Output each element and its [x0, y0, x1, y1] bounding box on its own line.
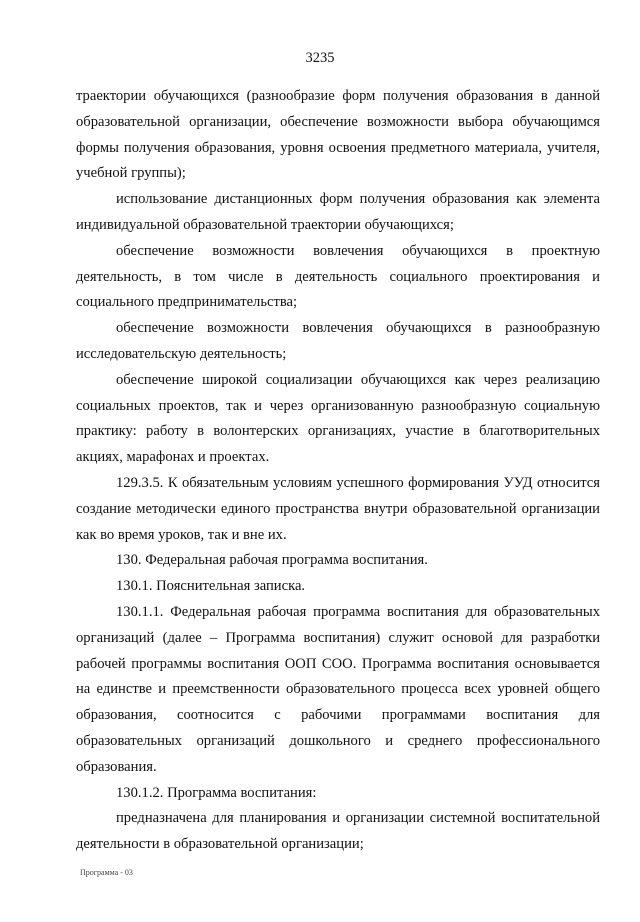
page-number: 3235 [305, 50, 335, 66]
section-heading-130: 130. Федеральная рабочая программа воспитания. [116, 552, 428, 569]
paragraph-4: обеспечение возможности вовлечения обучающихся в разнообразную исследовательскую деятельность; [76, 320, 600, 362]
paragraph-1: траектории обучающихся (разнообразие форм получения образования в данной образовательной организации, обеспечение возможности выбора обучающимся формы получения образования, уровня освоения предметного материала, учителя, учебной группы); [76, 88, 600, 182]
subsection-heading-130-1: 130.1. Пояснительная записка. [116, 578, 306, 595]
paragraph-2: использование дистанционных форм получения образования как элемента индивидуальной образовательной траектории обучающихся; [76, 191, 600, 233]
paragraph-130-1-2: 130.1.2. Программа воспитания: [116, 784, 317, 801]
paragraph-5: обеспечение широкой социализации обучающихся как через реализацию социальных проектов, так и через организованную разнообразную социальную практику: работу в волонтерских организациях, участие в благотворительных акциях, марафонах и проектах. [76, 371, 600, 466]
body-text [76, 84, 600, 858]
paragraph-130-1-1: 130.1.1. Федеральная рабочая программа воспитания для образовательных организаций (далее – Программа воспитания) служит основой для разработки рабочей программы воспитания ООП СОО. Программа воспитания основывается на единстве и преемственности образовательного процесса всех уровней общего образования, соотносится с рабочими программами воспитания для образовательных организаций дошкольного и среднего профессионального образования. [76, 603, 600, 775]
paragraph-last: предназначена для планирования и организации системной воспитательной деятельности в образовательной организации; [76, 810, 600, 853]
footer-note: Программа - 03 [80, 868, 133, 877]
paragraph-3: обеспечение возможности вовлечения обучающихся в проектную деятельность, в том числе в деятельность социального проектирования и социального предпринимательства; [76, 242, 600, 311]
paragraph-6: 129.3.5. К обязательным условиям успешного формирования УУД относится создание методически единого пространства внутри образовательной организации как во время уроков, так и вне их. [76, 474, 600, 543]
